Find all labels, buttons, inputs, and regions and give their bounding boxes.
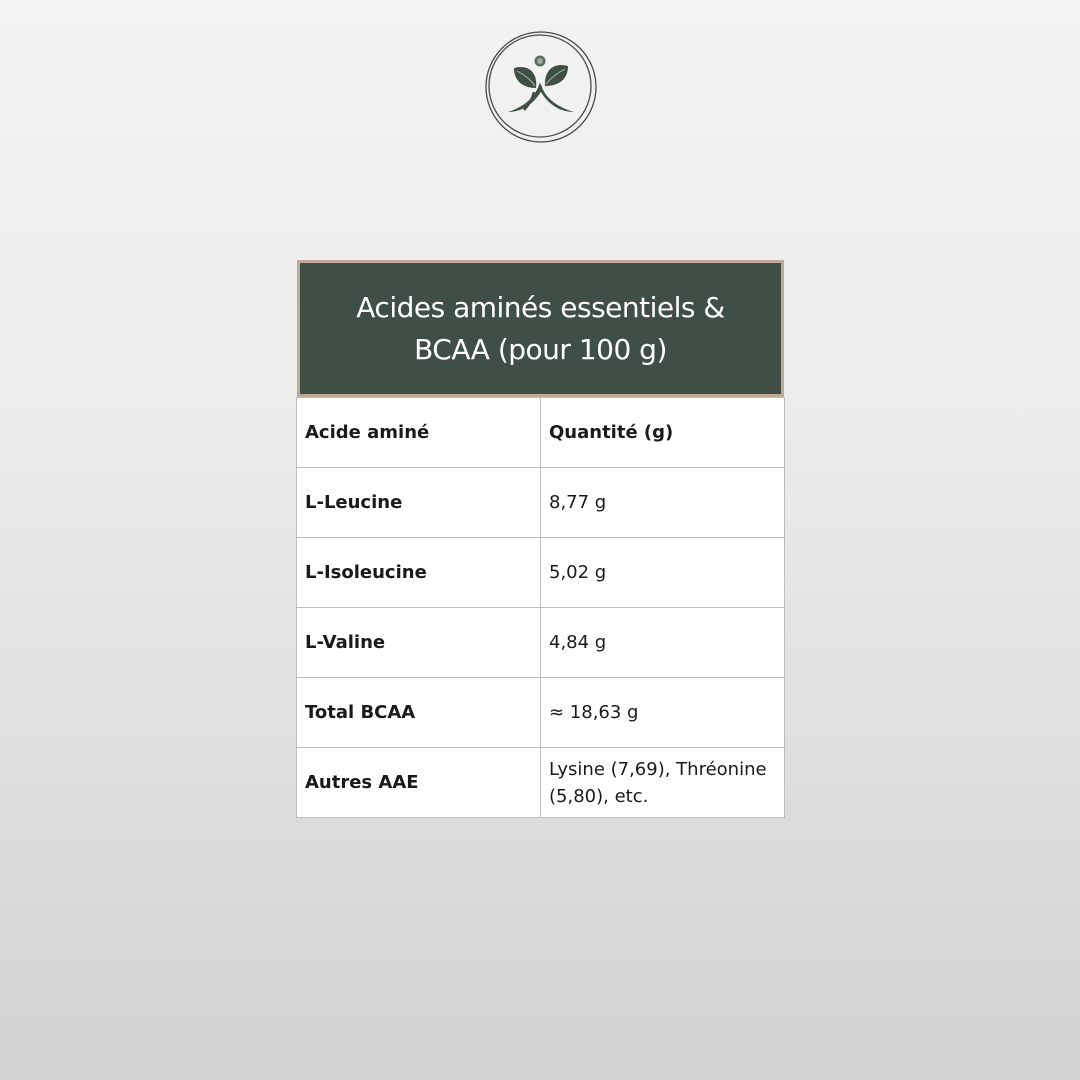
leaf-person-logo-icon xyxy=(484,30,598,144)
amino-value-cell: ≈ 18,63 g xyxy=(541,678,785,748)
amino-name-cell: Autres AAE xyxy=(297,748,541,818)
table-title-line-1: Acides aminés essentiels & xyxy=(356,290,725,324)
table-title-line-2: BCAA (pour 100 g) xyxy=(414,332,667,366)
table-row xyxy=(297,468,785,538)
table-row xyxy=(297,678,785,748)
amino-name-cell: Total BCAA xyxy=(297,678,541,748)
amino-name-cell: L-Leucine xyxy=(297,468,541,538)
amino-acid-table xyxy=(296,397,785,818)
header-cell-name: Acide aminé xyxy=(297,398,541,468)
table-row xyxy=(297,538,785,608)
table-row xyxy=(297,748,785,818)
amino-name-cell: L-Valine xyxy=(297,608,541,678)
amino-value-cell: 4,84 g xyxy=(541,608,785,678)
table-title-banner xyxy=(297,260,784,397)
nutrition-table-card xyxy=(296,260,785,818)
amino-value-cell: Lysine (7,69), Thréonine (5,80), etc. xyxy=(541,748,785,818)
brand-logo xyxy=(484,30,598,144)
table-title xyxy=(341,287,741,371)
table-row xyxy=(297,608,785,678)
amino-value-cell: 8,77 g xyxy=(541,468,785,538)
amino-value-cell: 5,02 g xyxy=(541,538,785,608)
amino-name-cell: L-Isoleucine xyxy=(297,538,541,608)
header-cell-value: Quantité (g) xyxy=(541,398,785,468)
table-header-row xyxy=(297,398,785,468)
